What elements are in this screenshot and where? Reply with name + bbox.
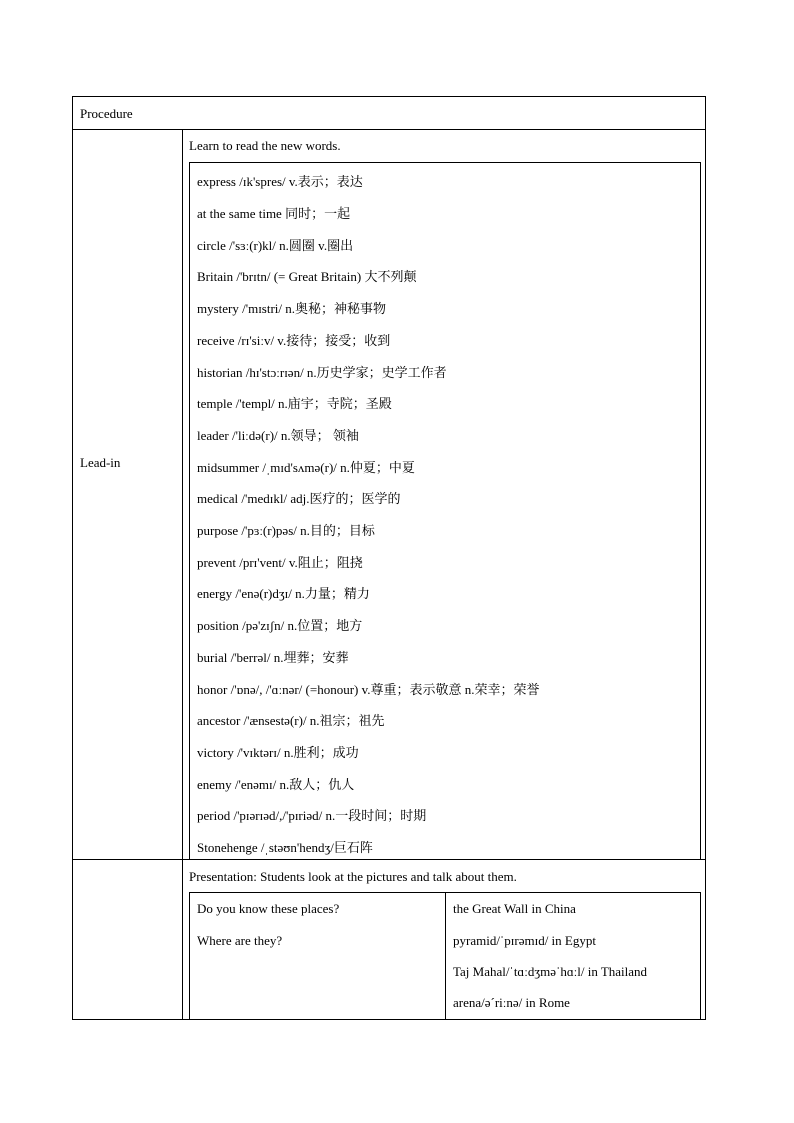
- question-text: Do you know these places?: [197, 901, 340, 916]
- places-cell: [446, 893, 700, 1019]
- vocab-item: prevent /prɪ'vent/ v.阻止；阻挠: [197, 555, 363, 570]
- vocab-item: Britain /'brɪtn/ (= Great Britain) 大不列颠: [197, 269, 417, 284]
- vocab-item: receive /rɪ'siːv/ v.接待；接受；收到: [197, 333, 391, 348]
- vocab-item: at the same time 同时；一起: [197, 206, 351, 221]
- vocab-item: enemy /'enəmɪ/ n.敌人；仇人: [197, 777, 355, 792]
- vocab-item: position /pə'zɪʃn/ n.位置；地方: [197, 618, 363, 633]
- vocab-item: circle /'sɜː(r)kl/ n.圆圈 v.圈出: [197, 238, 354, 253]
- vocab-item: energy /'enə(r)dʒɪ/ n.力量；精力: [197, 586, 370, 601]
- procedure-table: [72, 96, 706, 1020]
- question-text: Where are they?: [197, 933, 283, 948]
- vocabulary-box: [189, 162, 701, 860]
- vocab-item: temple /'templ/ n.庙宇；寺院；圣殿: [197, 396, 392, 411]
- vocab-item: honor /'ɒnə/, /'ɑːnər/ (=honour) v.尊重；表示敬意 n.荣幸；荣誉: [197, 682, 540, 697]
- presentation-intro: Presentation: Students look at the pictures and talk about them.: [189, 869, 517, 884]
- presentation-box: [189, 892, 701, 1020]
- vocab-item: period /'pɪərɪəd/,/'pɪriəd/ n.一段时间；时期: [197, 808, 427, 823]
- vocab-item: burial /'berrəl/ n.埋葬；安葬: [197, 650, 349, 665]
- vocab-item: Stonehenge /ˌstəʊn'hendʒ/巨石阵: [197, 840, 373, 855]
- procedure-header-row: [73, 97, 705, 130]
- vocab-item: midsummer /ˌmɪd'sʌmə(r)/ n.仲夏；中夏: [197, 460, 415, 475]
- vocab-item: ancestor /'ænsestə(r)/ n.祖宗；祖先: [197, 713, 385, 728]
- place-text: Taj Mahal/ˈtɑːdʒməˈhɑːl/ in Thailand: [453, 964, 648, 979]
- questions-cell: [190, 893, 445, 1019]
- vocab-item: mystery /'mɪstri/ n.奥秘；神秘事物: [197, 301, 387, 316]
- vocab-item: leader /'liːdə(r)/ n.领导； 领袖: [197, 428, 359, 443]
- procedure-header: Procedure: [80, 106, 133, 121]
- vocab-item: medical /'medɪkl/ adj.医疗的；医学的: [197, 491, 401, 506]
- vocab-item: express /ɪk'spres/ v.表示；表达: [197, 174, 363, 189]
- vocab-item: victory /'vɪktərɪ/ n.胜利；成功: [197, 745, 359, 760]
- leadin-intro: Learn to read the new words.: [189, 138, 341, 153]
- column-divider: [182, 130, 183, 1019]
- place-text: arena/əˊriːnə/ in Rome: [453, 995, 570, 1010]
- place-text: the Great Wall in China: [453, 901, 576, 916]
- vocab-item: purpose /'pɜː(r)pəs/ n.目的；目标: [197, 523, 375, 538]
- place-text: pyramid/ˈpɪrəmɪd/ in Egypt: [453, 933, 596, 948]
- vocab-item: historian /hɪ'stɔːrɪən/ n.历史学家；史学工作者: [197, 365, 447, 380]
- leadin-label: Lead-in: [80, 455, 121, 470]
- row-divider: [73, 859, 705, 860]
